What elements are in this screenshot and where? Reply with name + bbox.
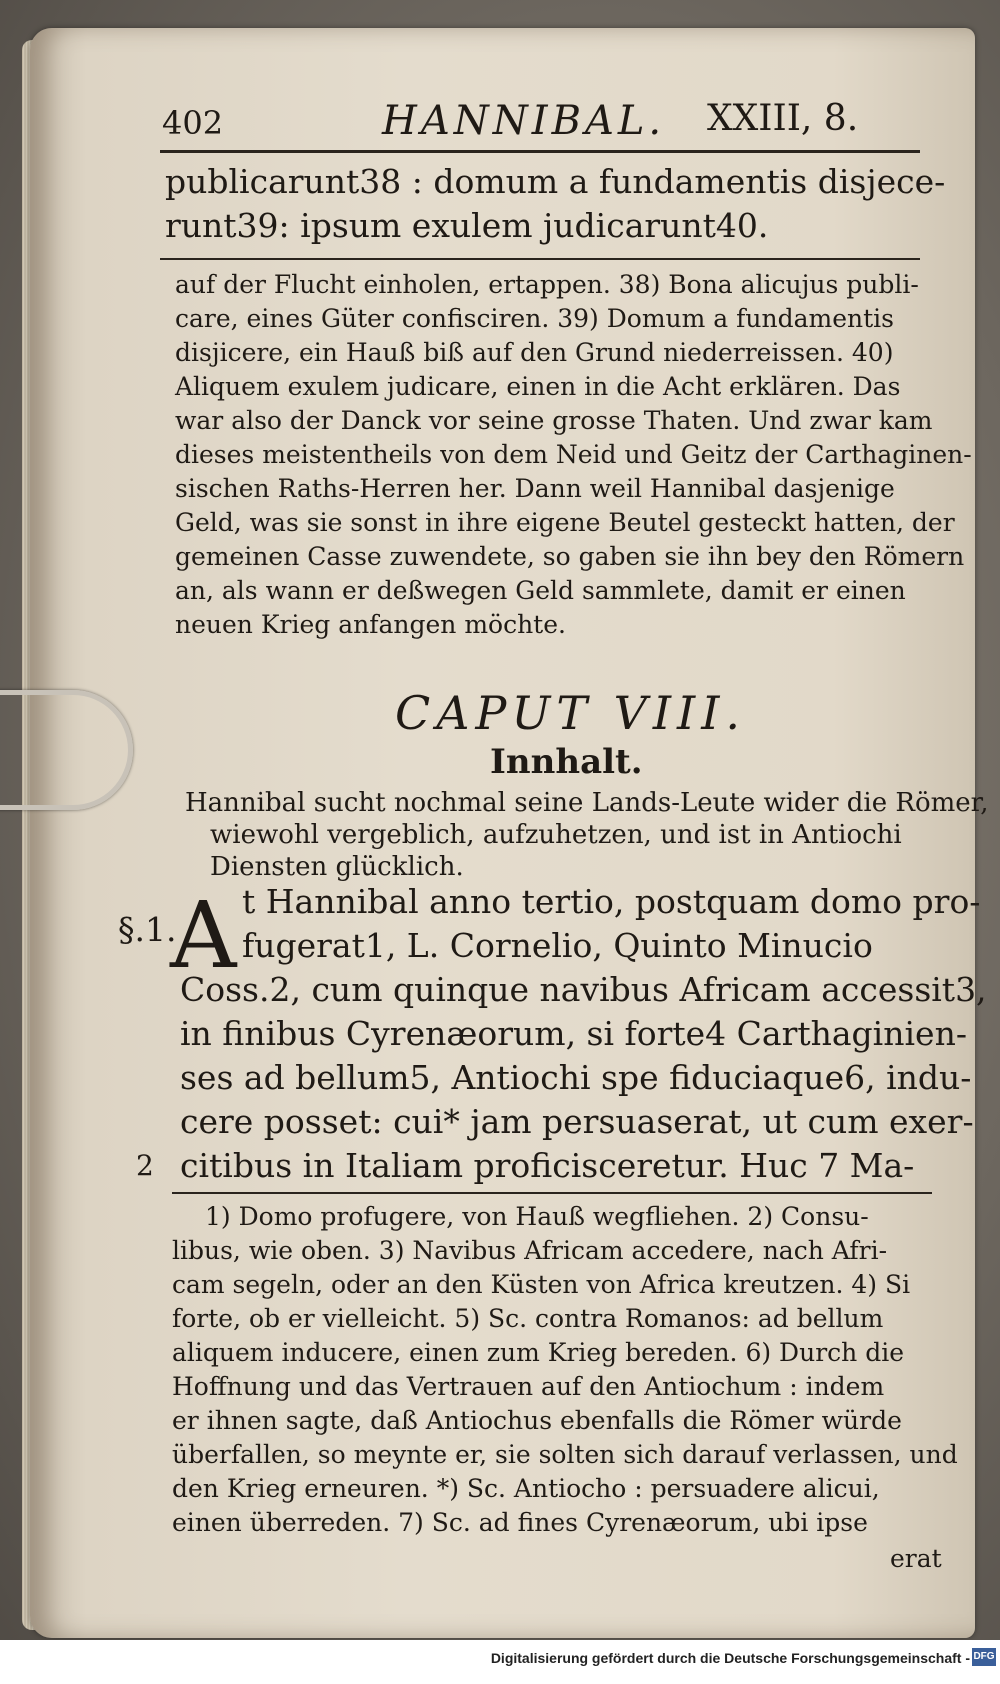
note-line: auf der Flucht einholen, ertappen. 38) Bona alicujus publi- — [175, 270, 919, 299]
section-line: citibus in Italiam proficisceretur. Huc 7 Ma- — [180, 1146, 915, 1185]
section-line: cere posset: cui* jam persuaserat, ut cum exer- — [180, 1102, 974, 1141]
header-rule — [160, 150, 920, 153]
text-line: publicarunt38 : domum a fundamentis disjece- — [165, 162, 946, 201]
section-line: fugerat1, L. Cornelio, Quinto Minucio — [242, 926, 873, 965]
note-line: Geld, was sie sonst in ihre eigene Beutel gesteckt hatten, der — [175, 508, 955, 537]
note-line: dieses meistentheils von dem Neid und Geitz der Carthaginen- — [175, 440, 972, 469]
drop-capital: A — [170, 882, 237, 989]
note-line: gemeinen Casse zuwendete, so gaben sie ihn bey den Römern — [175, 542, 965, 571]
note-line: war also der Danck vor seine grosse Thaten. Und zwar kam — [175, 406, 933, 435]
note-line: Hoffnung und das Vertrauen auf den Antiochum : indem — [172, 1372, 885, 1401]
section-line: ses ad bellum5, Antiochi spe fiduciaque6, indu- — [180, 1058, 972, 1097]
footnote-rule — [172, 1192, 932, 1194]
footer-bar — [0, 1640, 1000, 1684]
note-line: libus, wie oben. 3) Navibus Africam accedere, nach Afri- — [172, 1236, 888, 1265]
note-line: Aliquem exulem judicare, einen in die Acht erklären. Das — [175, 372, 901, 401]
note-line: den Krieg erneuren. *) Sc. Antiocho : persuadere alicui, — [172, 1474, 880, 1503]
summary-line: wiewohl vergeblich, aufzuhetzen, und ist in Antiochi — [210, 820, 902, 850]
margin-number: 2 — [136, 1149, 154, 1182]
section-line: t Hannibal anno tertio, postquam domo pro- — [242, 882, 981, 921]
chapter-subheading: Innhalt. — [490, 742, 643, 782]
dfg-logo-icon: DFG — [972, 1648, 996, 1666]
page-number: 402 — [162, 104, 224, 142]
note-line: cam segeln, oder an den Küsten von Africa kreutzen. 4) Si — [172, 1270, 911, 1299]
chapter-reference: XXIII, 8. — [707, 98, 859, 139]
funding-credit: Digitalisierung gefördert durch die Deutsche Forschungsgemeinschaft - — [490, 1650, 970, 1666]
note-line: sischen Raths-Herren her. Dann weil Hannibal dasjenige — [175, 474, 895, 503]
note-line: disjicere, ein Hauß biß auf den Grund niederreissen. 40) — [175, 338, 894, 367]
note-line: er ihnen sagte, daß Antiochus ebenfalls die Römer würde — [172, 1406, 902, 1435]
section-marker: §.1. — [118, 910, 177, 949]
summary-line: Diensten glücklich. — [210, 852, 464, 882]
note-line: überfallen, so meynte er, sie solten sich darauf verlassen, und — [172, 1440, 958, 1469]
page-clip — [0, 690, 133, 810]
summary-line: Hannibal sucht nochmal seine Lands-Leute wider die Römer, — [185, 788, 989, 818]
chapter-heading: CAPUT VIII. — [395, 686, 746, 740]
note-line: 1) Domo profugere, von Hauß wegfliehen. 2) Consu- — [205, 1202, 869, 1231]
text-line: runt39: ipsum exulem judicarunt40. — [165, 206, 769, 245]
note-line: an, als wann er deßwegen Geld sammlete, damit er einen — [175, 576, 906, 605]
notes-rule — [160, 258, 920, 260]
note-line: forte, ob er vielleicht. 5) Sc. contra Romanos: ad bellum — [172, 1304, 884, 1333]
note-line: neuen Krieg anfangen möchte. — [175, 610, 566, 639]
running-title: HANNIBAL. — [382, 98, 666, 144]
section-line: Coss.2, cum quinque navibus Africam accessit3, — [180, 970, 987, 1009]
note-line: einen überreden. 7) Sc. ad fines Cyrenæorum, ubi ipse — [172, 1508, 868, 1537]
note-line: aliquem inducere, einen zum Krieg bereden. 6) Durch die — [172, 1338, 904, 1367]
catchword: erat — [890, 1544, 942, 1573]
note-line: care, eines Güter confisciren. 39) Domum a fundamentis — [175, 304, 894, 333]
section-line: in finibus Cyrenæorum, si forte4 Carthaginien- — [180, 1014, 967, 1053]
running-head — [162, 98, 902, 148]
